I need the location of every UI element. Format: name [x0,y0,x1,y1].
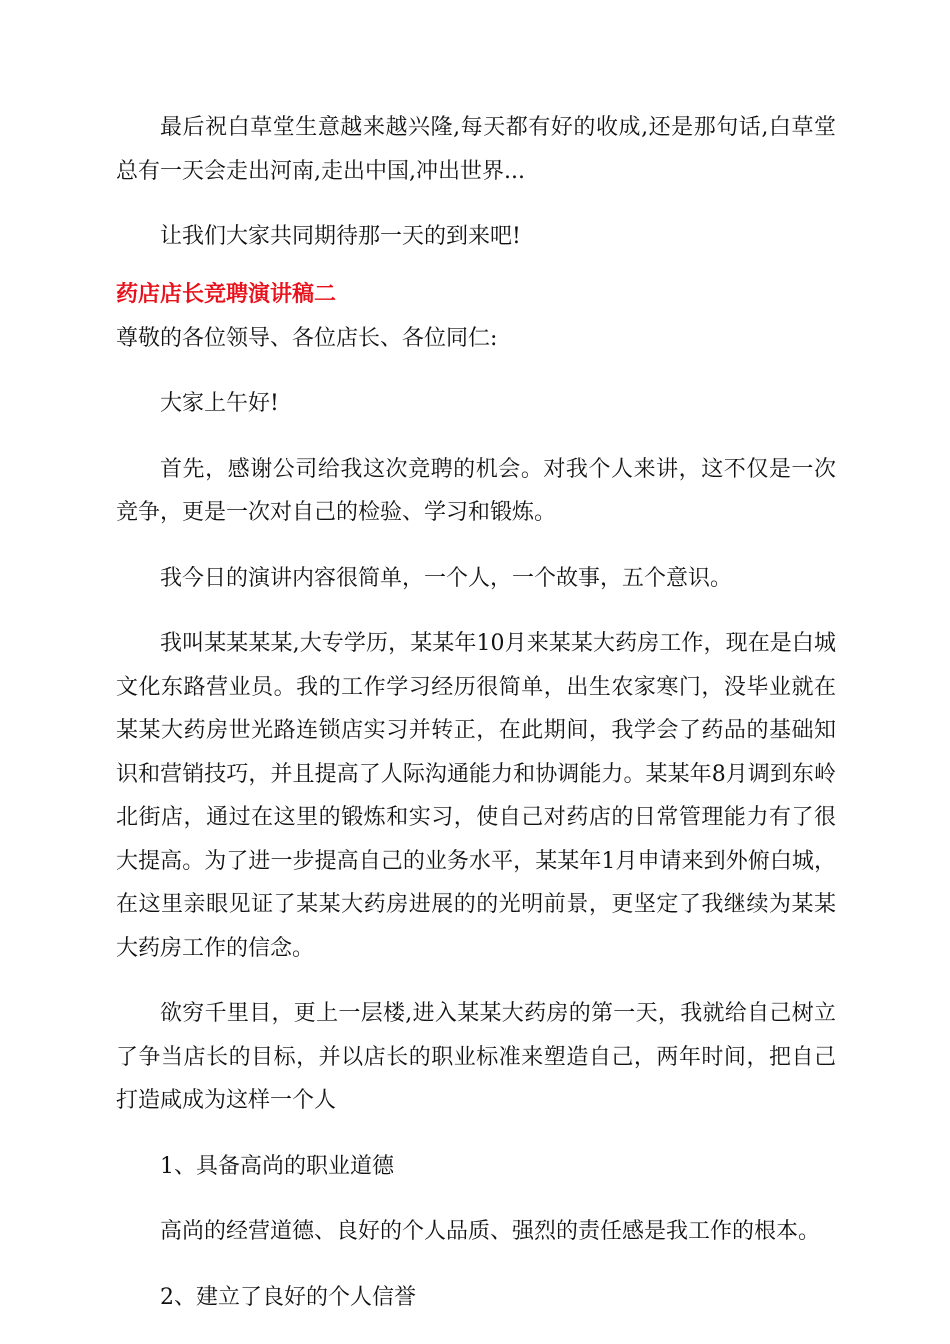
closing-expectation-paragraph: 让我们大家共同期待那一天的到来吧! [160,224,521,249]
closing-wish-paragraph: 最后祝白草堂生意越来越兴隆,每天都有好的收成,还是那句话,白草堂总有一天会走出河南,走出中国,冲出世界... [116,115,836,184]
item-2-title: 2、建立了良好的个人信誉 [160,1284,416,1310]
goal-paragraph: 欲穷千里目，更上一层楼,进入某某大药房的第一天，我就给自己树立了争当店长的目标，并以店长的职业标准来塑造自己，两年时间，把自己打造咸成为这样一个人 [116,1001,836,1113]
item-1-text: 高尚的经营道德、良好的个人品质、强烈的责任感是我工作的根本。 [160,1219,821,1244]
intro-paragraph: 我今日的演讲内容很简单，一个人，一个故事，五个意识。 [160,565,733,591]
section-heading: 药店店长竞聘演讲稿二 [116,281,337,307]
document-body [116,106,836,1341]
salutation: 尊敬的各位领导、各位店长、各位同仁: [116,325,498,351]
item-1-title: 1、具备高尚的职业道德 [160,1153,394,1179]
greeting: 大家上午好! [160,391,279,416]
story-paragraph: 我叫某某某某,大专学历，某某年10月来某某大药房工作，现在是白城文化东路营业员。我的工作学习经历很简单，出生农家寒门，没毕业就在某某大药房世光路连锁店实习并转正，在此期间，我学会了药品的基础知识和营销技巧，并且提高了人际沟通能力和协调能力。某某年8月调到东岭北街店，通过在这里的锻炼和实习，使自己对药店的日常管理能力有了很大提高。为了进一步提高自己的业务水平，某某年1月申请来到外俯白城，在这里亲眼见证了某某大药房进展的的光明前景，更坚定了我继续为某某大药房工作的信念。 [116,631,836,961]
thanks-paragraph: 首先，感谢公司给我这次竞聘的机会。对我个人来讲，这不仅是一次竞争，更是一次对自己的检验、学习和锻炼。 [116,456,836,525]
